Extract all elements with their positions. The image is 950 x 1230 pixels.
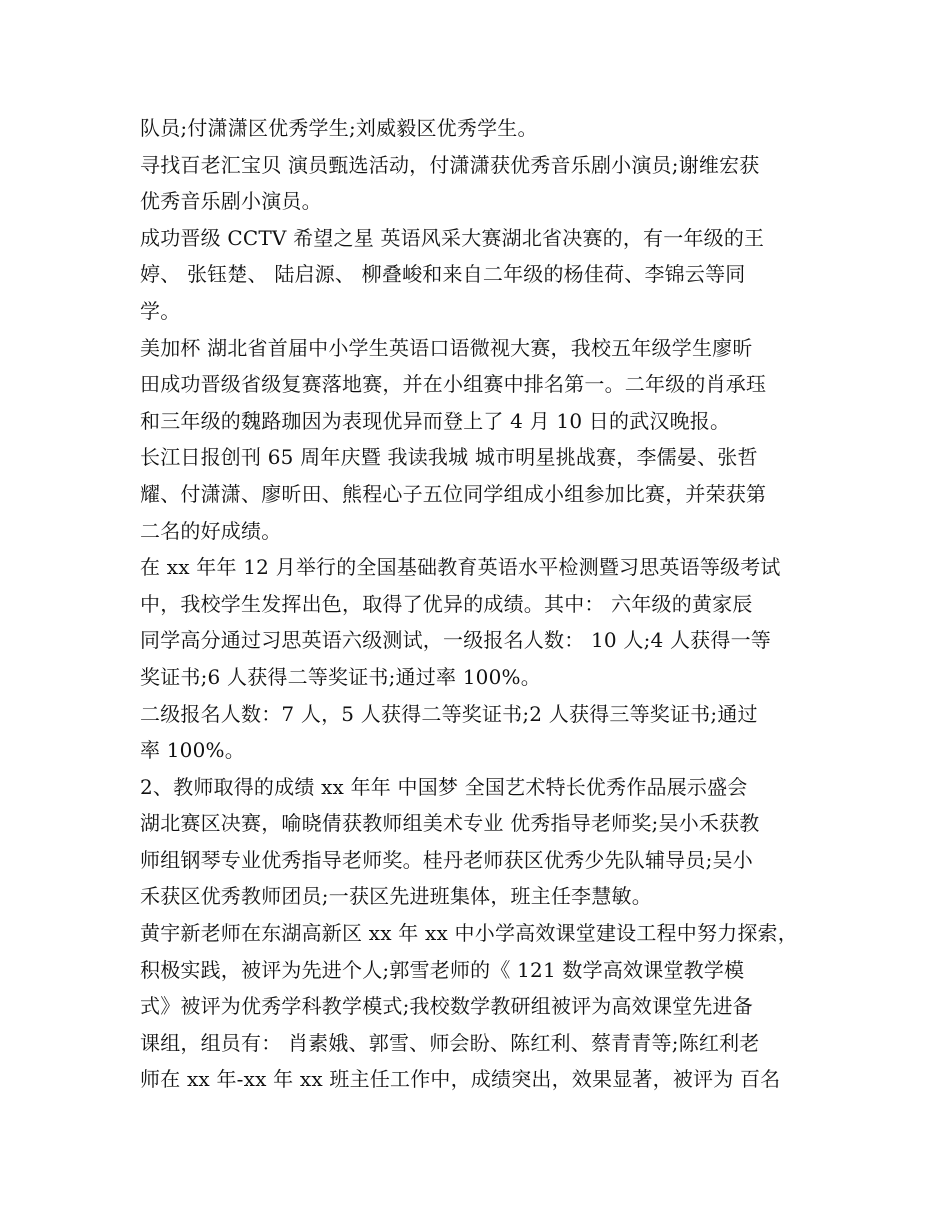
text-line: 美加杯 湖北省首届中小学生英语口语微视大赛，我校五年级学生廖昕 <box>140 335 753 360</box>
text-line: 在 xx 年年 12 月举行的全国基础教育英语水平检测暨习思英语等级考试 <box>140 555 781 580</box>
text-line: 婷、 张钰楚、 陆启源、 柳叠峻和来自二年级的杨佳荷、李锦云等同 <box>140 262 746 287</box>
text-line: 寻找百老汇宝贝 演员甄选活动，付潇潇获优秀音乐剧小演员;谢维宏获 <box>140 152 760 177</box>
text-line: 长江日报创刊 65 周年庆暨 我读我城 城市明星挑战赛，李儒晏、张哲 <box>140 445 758 470</box>
text-line: 队员;付潇潇区优秀学生;刘威毅区优秀学生。 <box>140 116 538 140</box>
text-line: 黄宇新老师在东湖高新区 xx 年 xx 中小学高效课堂建设工程中努力探索， <box>140 921 798 946</box>
text-line: 率 100%。 <box>140 738 245 763</box>
text-line: 中，我校学生发挥出色，取得了优异的成绩。其中： 六年级的黄家辰 <box>140 591 753 616</box>
text-line: 禾获区优秀教师团员;一获区先进班集体，班主任李慧敏。 <box>140 884 652 909</box>
text-line: 耀、付潇潇、廖昕田、熊程心子五位同学组成小组参加比赛，并荣获第 <box>140 481 767 506</box>
text-line: 二级报名人数：7 人，5 人获得二等奖证书;2 人获得三等奖证书;通过 <box>140 701 758 726</box>
text-line: 优秀音乐剧小演员。 <box>140 189 322 214</box>
text-line: 师组钢琴专业优秀指导老师奖。桂丹老师获区优秀少先队辅导员;吴小 <box>140 847 753 872</box>
text-line: 学。 <box>140 298 181 323</box>
text-line: 田成功晋级省级复赛落地赛，并在小组赛中排名第一。二年级的肖承珏 <box>140 372 767 397</box>
text-line: 和三年级的魏路珈因为表现优异而登上了 4 月 10 日的武汉晚报。 <box>140 408 731 433</box>
text-line: 师在 xx 年-xx 年 xx 班主任工作中，成绩突出，效果显著，被评为 百名 <box>140 1067 781 1092</box>
text-line: 积极实践，被评为先进个人;郭雪老师的《 121 数学高效课堂教学模 <box>140 957 745 982</box>
text-line: 二名的好成绩。 <box>140 518 282 543</box>
text-line: 成功晋级 CCTV 希望之星 英语风采大赛湖北省决赛的，有一年级的王 <box>140 225 765 250</box>
text-line: 课组，组员有： 肖素娥、郭雪、师会盼、陈红利、蔡青青等;陈红利老 <box>140 1030 760 1055</box>
text-line: 同学高分通过习思英语六级测试，一级报名人数： 10 人;4 人获得一等 <box>140 628 771 653</box>
text-line: 2、教师取得的成绩 xx 年年 中国梦 全国艺术特长优秀作品展示盛会 <box>140 774 748 799</box>
text-line: 奖证书;6 人获得二等奖证书;通过率 100%。 <box>140 664 541 689</box>
text-line: 式》被评为优秀学科教学模式;我校数学教研组被评为高效课堂先进备 <box>140 994 753 1019</box>
text-line: 湖北赛区决赛，喻晓倩获教师组美术专业 优秀指导老师奖;吴小禾获教 <box>140 811 760 836</box>
body-text <box>140 110 820 1098</box>
